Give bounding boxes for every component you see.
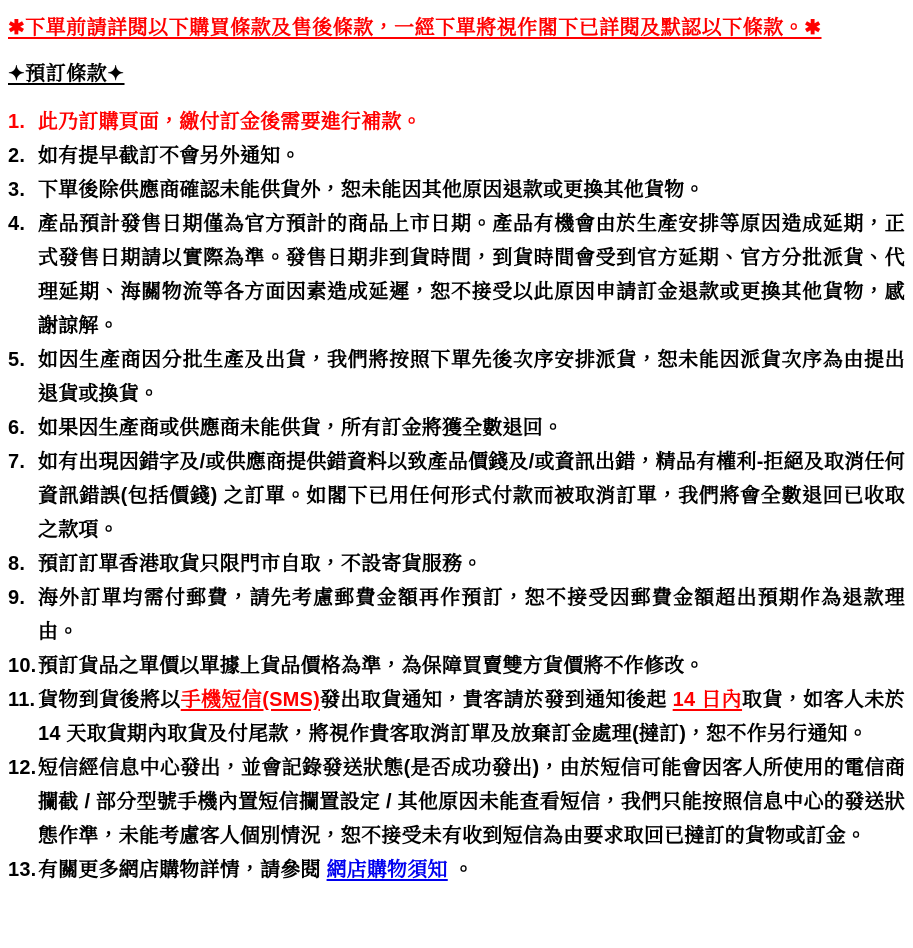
term-item-1 [8, 105, 905, 139]
term-text-segment: 有關更多網店購物詳情，請參閱 [38, 859, 327, 881]
term-text: 下單後除供應商確認未能供貨外，恕未能因其他原因退款或更換其他貨物。 [38, 179, 705, 201]
pickup-deadline-highlight: 14 日內 [672, 689, 743, 711]
shop-guide-link[interactable]: 網店購物須知 [326, 859, 448, 881]
term-item-8 [8, 547, 905, 581]
term-item-5 [8, 343, 905, 411]
term-number: 8. [8, 553, 26, 575]
term-text: 海外訂單均需付郵費，請先考慮郵費金額再作預訂，恕不接受因郵費金額超出預期作為退款理由。 [38, 587, 905, 643]
term-number: 4. [8, 213, 26, 235]
term-text: 如有出現因錯字及/或供應商提供錯資料以致產品價錢及/或資訊出錯，精品有權利-拒絕及取消任何資訊錯誤(包括價錢) 之訂單。如閣下已用任何形式付款而被取消訂單，我們將會全數退回已收取之款項。 [38, 451, 905, 541]
term-text-segment: 貨物到貨後將以 [38, 689, 181, 711]
term-item-7 [8, 445, 905, 547]
term-number: 5. [8, 349, 26, 371]
term-number: 12. [8, 757, 37, 779]
sms-highlight: 手機短信(SMS) [180, 689, 320, 711]
term-item-4 [8, 207, 905, 343]
term-text: 此乃訂購頁面，繳付訂金後需要進行補款。 [38, 111, 422, 133]
term-item-3 [8, 173, 905, 207]
term-text [38, 859, 474, 881]
term-item-9 [8, 581, 905, 649]
term-number: 11. [8, 689, 36, 711]
term-item-10 [8, 649, 905, 683]
term-text-segment: 發出取貨通知，貴客請於發到通知後起 [319, 689, 673, 711]
term-text: 短信經信息中心發出，並會記錄發送狀態(是否成功發出)，由於短信可能會因客人所使用的電信商攔截 / 部分型號手機內置短信攔置設定 / 其他原因未能查看短信，我們只能按照信息中心的發送狀態作準，未能考慮客人個別情況，恕不接受未有收到短信為由要求取回已撻訂的貨物或訂金。 [38, 757, 905, 847]
preorder-terms-heading [8, 59, 905, 89]
purchase-notice-text: ✱下單前請詳閱以下購買條款及售後條款，一經下單將視作閣下已詳閱及默認以下條款。✱ [8, 17, 822, 39]
term-text [38, 689, 905, 745]
term-item-12 [8, 751, 905, 853]
term-item-11 [8, 683, 905, 751]
purchase-notice-banner [8, 13, 905, 43]
term-text: 預訂訂單香港取貨只限門市自取，不設寄貨服務。 [38, 553, 483, 575]
preorder-terms-heading-text: ✦預訂條款✦ [8, 63, 125, 85]
term-number: 13. [8, 859, 37, 881]
term-text: 如果因生產商或供應商未能供貨，所有訂金將獲全數退回。 [38, 417, 564, 439]
term-item-13 [8, 853, 905, 887]
term-item-6 [8, 411, 905, 445]
term-text-segment: 取貨，如客人未於 14 天取貨期內取貨及付尾款，將視作貴客取消訂單及放棄訂金處理(撻訂)，恕不作另行通知。 [38, 689, 905, 745]
term-number: 10. [8, 655, 37, 677]
term-number: 9. [8, 587, 26, 609]
term-item-2 [8, 139, 905, 173]
terms-list [8, 105, 905, 887]
term-text: 預訂貨品之單價以單據上貨品價格為準，為保障買賣雙方貨價將不作修改。 [38, 655, 705, 677]
term-number: 3. [8, 179, 26, 201]
term-number: 2. [8, 145, 26, 167]
term-text: 如有提早截訂不會另外通知。 [38, 145, 301, 167]
term-text: 產品預計發售日期僅為官方預計的商品上市日期。產品有機會由於生產安排等原因造成延期，正式發售日期請以實際為準。發售日期非到貨時間，到貨時間會受到官方延期、官方分批派貨、代理延期、海關物流等各方面因素造成延遲，恕不接受以此原因申請訂金退款或更換其他貨物，感謝諒解。 [38, 213, 905, 337]
term-number: 1. [8, 111, 26, 133]
term-text: 如因生產商因分批生產及出貨，我們將按照下單先後次序安排派貨，恕未能因派貨次序為由提出退貨或換貨。 [38, 349, 905, 405]
term-text-segment: 。 [447, 859, 474, 881]
term-number: 7. [8, 451, 26, 473]
term-number: 6. [8, 417, 26, 439]
